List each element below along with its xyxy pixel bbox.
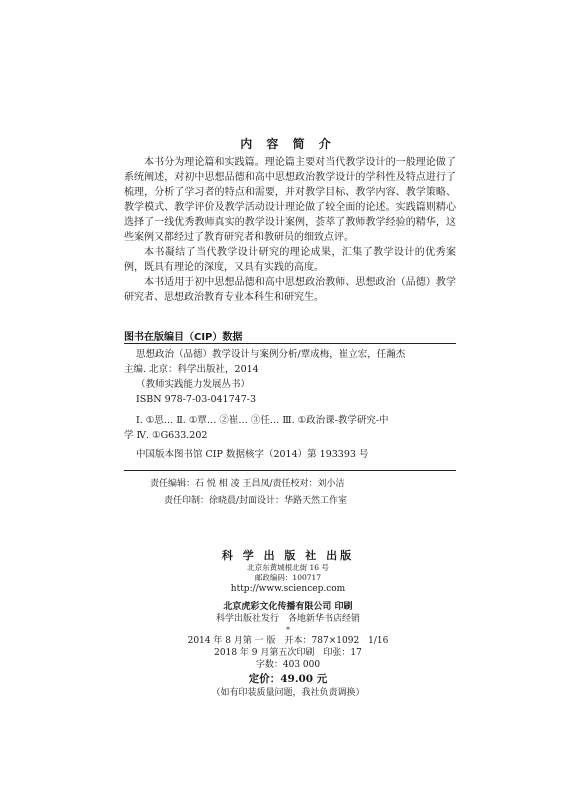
- cip-line-editors: 主编. 北京：科学出版社，2014: [124, 364, 259, 375]
- printer-line: 北京虎彩文化传播有限公司 印刷: [223, 602, 353, 612]
- intro-title: 内 容 简 介: [240, 137, 336, 151]
- publisher-address: 北京东黄城根北街 16 号: [247, 563, 329, 572]
- intro-paragraph-1: 本书分为理论篇和实践篇。理论篇主要对当代教学设计的一般理论做了系统阐述，对初中思想品德和高中思想政治教学设计的学科性及特点进行了梳理，分析了学习者的特点和需要，并对教学目标、教学内容、教学策略、教学模式、教学评价及教学活动设计理论做了较全面的论述。实践篇则精心选择了一线优秀教师真实的教学设计案例，荟萃了教师教学经验的精华，这些案例又都经过了教育研究者和教研员的细致点评。: [124, 157, 456, 243]
- cip-line-isbn: ISBN 978-7-03-041747-3: [136, 394, 256, 405]
- word-count: 字数：403 000: [255, 660, 321, 670]
- separator-star: *: [286, 625, 290, 634]
- cip-line-title: 思想政治（品德）教学设计与案例分析/覃成梅，崔立宏，任瀚杰: [136, 349, 406, 360]
- cip-line-series: （教师实践能力发展丛书）: [136, 379, 251, 390]
- intro-paragraph-3: 本书适用于初中思想品德和高中思想政治教师、思想政治（品德）教学研究者、思想政治教育专业本科生和研究生。: [124, 277, 456, 303]
- cip-line-classification-1: Ⅰ. ①思… Ⅱ. ①覃… ②崔… ③任… Ⅲ. ①政治课-教学研究-中: [136, 415, 389, 426]
- publisher-postcode: 邮政编码：100717: [254, 573, 322, 582]
- distribution-line: 科学出版社发行 各地新华书店经销: [215, 614, 360, 624]
- cip-header: 图书在版编目（CIP）数据: [124, 332, 243, 343]
- edition-line-1: 2014 年 8 月第 一 版 开本：787×1092 1/16: [187, 636, 389, 646]
- price: 定价：49.00 元: [248, 673, 328, 685]
- staff-line-production: 责任印制：徐晓晨/封面设计：华路天然工作室: [164, 496, 348, 506]
- cip-line-classification-2: 学 Ⅳ. ①G633.202: [124, 430, 208, 441]
- cip-top-rule: [124, 343, 456, 344]
- publication-info: [0, 548, 576, 699]
- cip-data-block: [124, 347, 458, 462]
- cip-line-record-number: 中国版本图书馆 CIP 数据核字（2014）第 193393 号: [136, 449, 369, 460]
- publisher-name: 科 学 出 版 社 出版: [221, 549, 355, 562]
- staff-line-editors: 责任编辑：石 悦 相 凌 王昌凤/责任校对：刘小洁: [150, 479, 345, 489]
- publisher-website: http://www.sciencep.com: [230, 584, 346, 594]
- intro-text: [124, 155, 456, 305]
- edition-line-2: 2018 年 9 月第五次印刷 印张：17: [214, 648, 362, 658]
- quality-notice: （如有印装质量问题，我社负责调换）: [211, 688, 365, 698]
- intro-paragraph-2: 本书凝结了当代教学设计研究的理论成果，汇集了教学设计的优秀案例，既具有理论的深度，又具有实践的高度。: [124, 247, 456, 273]
- cip-bottom-rule: [124, 470, 456, 471]
